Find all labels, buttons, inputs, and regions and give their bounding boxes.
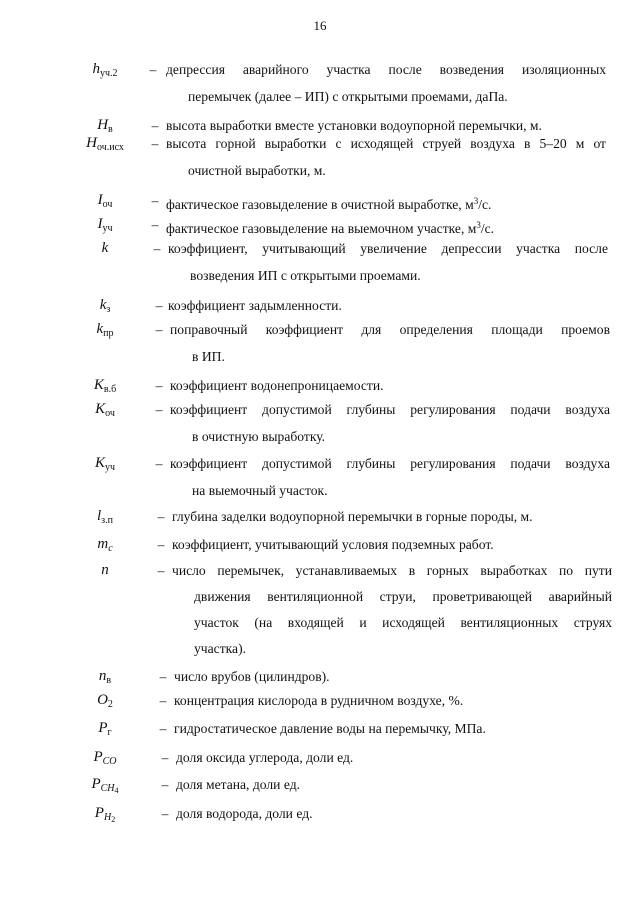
dash: –	[151, 193, 159, 208]
definition-line: коэффициент задымленности.	[168, 298, 342, 313]
definition-line: высота горной выработки с исходящей струей воздуха в 5–20 м от	[166, 136, 606, 151]
definition-line: в очистную выработку.	[192, 429, 326, 444]
definition-line: движения вентиляционной струи, проветривающей аварийный	[194, 589, 612, 604]
definition-line: коэффициент, учитывающий условия подземных работ.	[172, 537, 494, 552]
dash: –	[155, 456, 163, 471]
symbol: $n_в$	[98, 668, 112, 686]
dash: –	[157, 537, 165, 552]
definition-line: концентрация кислорода в рудничном воздухе, %.	[174, 693, 464, 708]
symbol: $H_{оч.исх}$	[86, 135, 124, 153]
dash: –	[155, 378, 163, 393]
dash: –	[157, 563, 165, 578]
symbol: $h_{уч.2}$	[92, 61, 118, 79]
definition-line: высота выработки вместе установки водоупорной перемычки, м.	[166, 118, 542, 133]
dash: –	[159, 669, 167, 684]
definition-line: перемычек (далее – ИП) с открытыми проемами, даПа.	[188, 89, 508, 104]
dash: –	[155, 298, 163, 313]
definition-line: очистной выработки, м.	[188, 163, 326, 178]
symbol: k	[101, 240, 109, 256]
symbol: $k_з$	[99, 297, 111, 315]
dash: –	[161, 777, 169, 792]
symbol: $m_c$	[97, 536, 113, 554]
definition-line: участка).	[194, 641, 246, 656]
definition-line: депрессия аварийного участка после возведения изоляционных	[166, 62, 606, 77]
definition-line: коэффициент допустимой глубины регулирования подачи воздуха	[170, 402, 610, 417]
symbol: $k_{пр}$	[96, 321, 114, 339]
symbol: $P_г$	[98, 720, 112, 738]
definition-line: коэффициент, учитывающий увеличение депрессии участка после	[168, 241, 608, 256]
dash: –	[151, 136, 159, 151]
symbol: $K_{в.б}$	[93, 377, 117, 395]
definition-line: коэффициент водонепроницаемости.	[170, 378, 384, 393]
definition-line: глубина заделки водоупорной перемычки в горные породы, м.	[172, 509, 533, 524]
dash: –	[151, 118, 159, 133]
definition-line: на выемочный участок.	[192, 483, 328, 498]
dash: –	[161, 806, 169, 821]
definition-line: участок (на входящей и исходящей вентиляционных струях	[194, 615, 612, 630]
symbol: $K_{уч}$	[94, 455, 116, 473]
symbol: $I_{уч}$	[97, 216, 113, 234]
definition-line: доля водорода, доли ед.	[176, 806, 313, 821]
page-number: 16	[313, 18, 327, 33]
dash: –	[159, 693, 167, 708]
dash: –	[159, 721, 167, 736]
dash: –	[153, 241, 161, 256]
symbol: $K_{оч}$	[95, 401, 115, 419]
symbol: $O_2$	[97, 692, 113, 710]
dash: –	[161, 750, 169, 765]
definition-line: число перемычек, устанавливаемых в горных выработках по пути	[172, 563, 612, 578]
definition-line: число врубов (цилиндров).	[174, 669, 330, 684]
dash: –	[155, 322, 163, 337]
definition-line: доля метана, доли ед.	[176, 777, 301, 792]
definition-line: доля оксида углерода, доли ед.	[176, 750, 354, 765]
symbol: n	[101, 562, 109, 578]
dash: –	[155, 402, 163, 417]
definition-line: гидростатическое давление воды на перемычку, МПа.	[174, 721, 486, 736]
dash: –	[151, 217, 159, 232]
symbol: $P_{CO}$	[93, 749, 117, 767]
symbol: $H_в$	[97, 117, 113, 135]
dash: –	[157, 509, 165, 524]
definition-line: коэффициент допустимой глубины регулирования подачи воздуха	[170, 456, 610, 471]
definition-line: поправочный коэффициент для определения площади проемов	[170, 322, 610, 337]
definition-line: в ИП.	[192, 349, 225, 364]
definition-line: возведения ИП с открытыми проемами.	[190, 268, 421, 283]
dash: –	[149, 62, 157, 77]
definition-line: фактическое газовыделение в очистной выработке, $м^3/с$.	[166, 196, 492, 212]
symbol: $P_{H_2}$	[94, 805, 116, 824]
definition-line: фактическое газовыделение на выемочном участке, $м^3/с$.	[166, 220, 495, 236]
symbol: $I_{оч}$	[97, 192, 113, 210]
symbol: $l_{з.п}$	[97, 508, 113, 526]
symbol: $P_{CH_4}$	[91, 776, 119, 795]
